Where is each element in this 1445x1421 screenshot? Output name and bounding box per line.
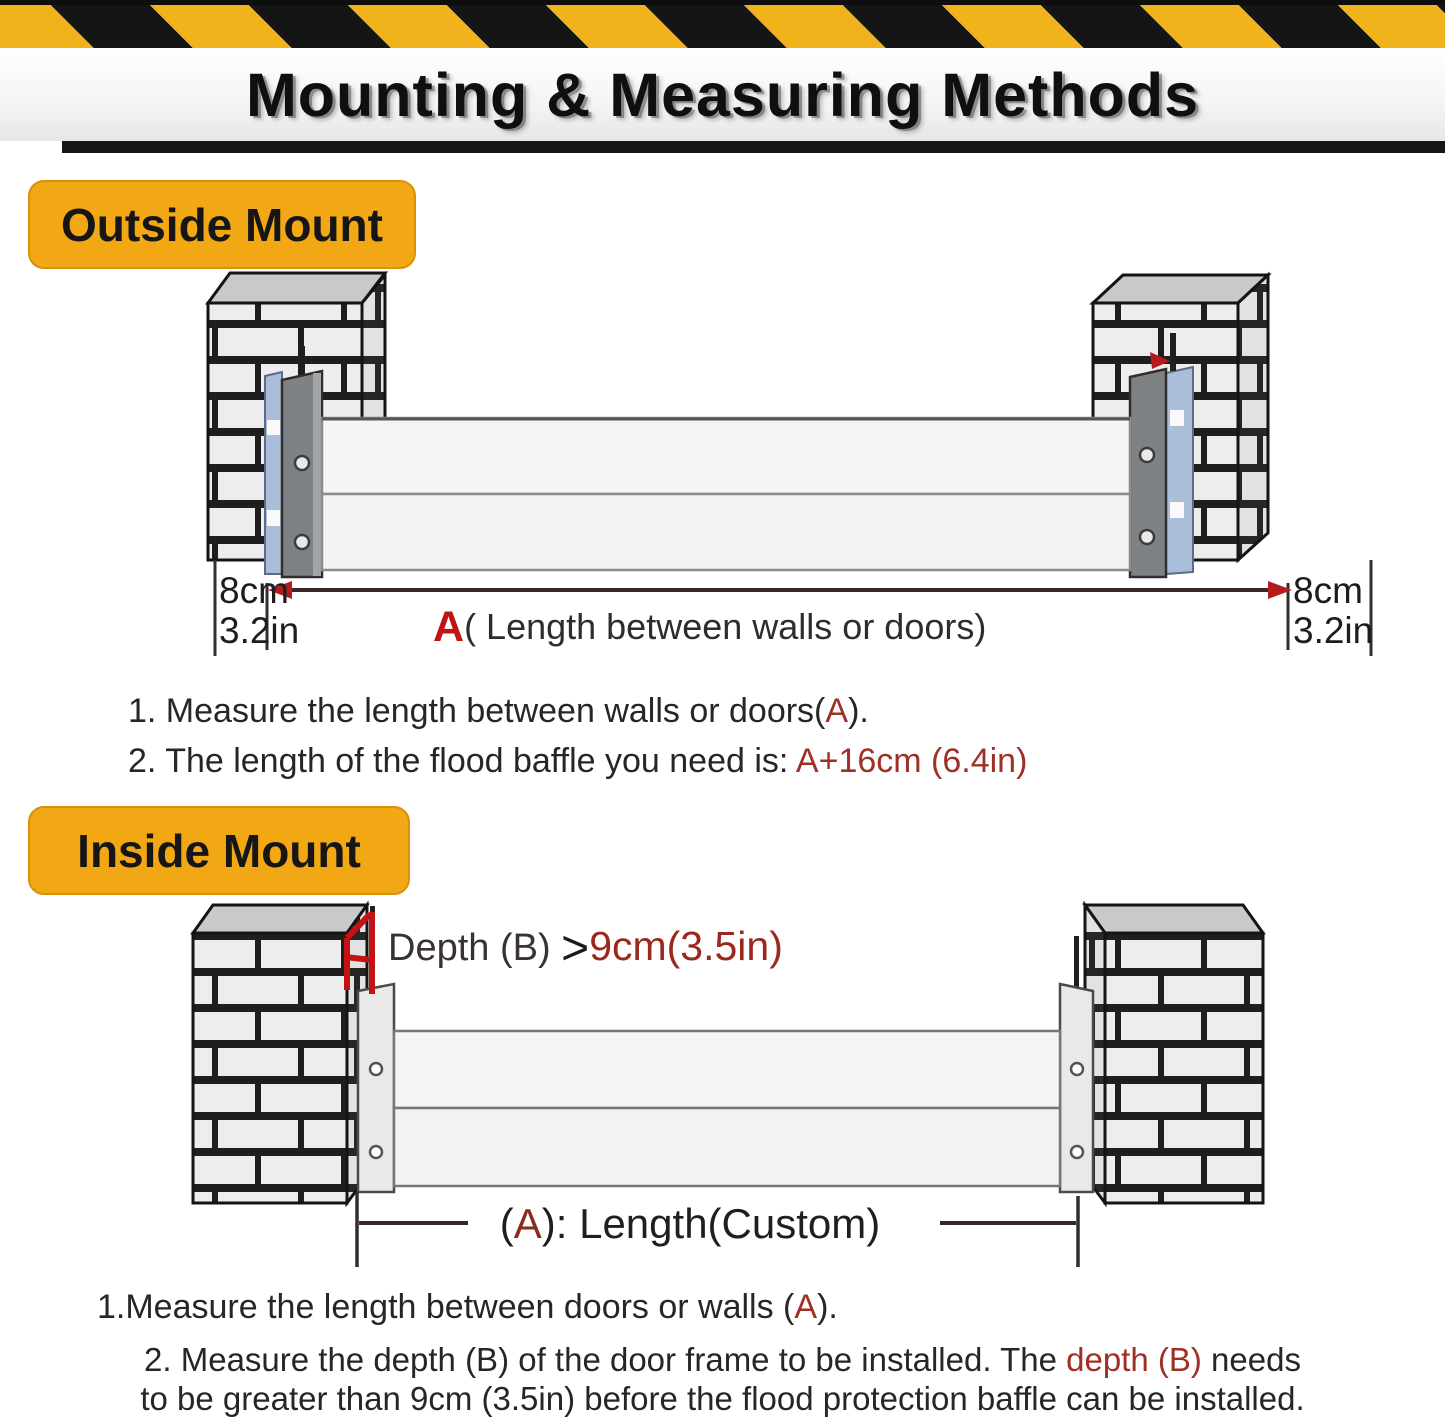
offset-imperial: 3.2in: [219, 610, 300, 651]
step-text: 1. Measure the length between walls or doors(: [128, 692, 826, 730]
inside-step-2: [0, 1340, 1445, 1418]
depth-label: [388, 921, 783, 976]
greater-than-sign: >: [561, 922, 590, 975]
dimension-arrow: [268, 581, 1292, 599]
step-highlight: A: [825, 692, 849, 730]
right-pin: [1074, 936, 1079, 988]
outside-span-label: [433, 603, 986, 652]
inside-right-pillar: [1085, 905, 1263, 1203]
outside-step-2: [128, 742, 1027, 781]
step-highlight: depth (B): [1066, 1341, 1202, 1378]
step-line2: to be greater than 9cm (3.5in) before the flood protection baffle can be installed.: [140, 1380, 1305, 1417]
inside-flood-barrier: [394, 1031, 1060, 1186]
outside-left-rail: [265, 346, 322, 577]
outside-mount-diagram: [208, 273, 1374, 656]
step-text: 1.Measure the length between doors or walls (: [97, 1288, 795, 1326]
page-title: Mounting & Measuring Methods: [245, 60, 1200, 129]
inside-left-channel: [358, 984, 394, 1192]
step-text: 2. Measure the depth (B) of the door frame to be installed. The: [144, 1341, 1067, 1378]
paren-open: (: [499, 1200, 514, 1247]
step-text: 2. The length of the flood baffle you need is:: [128, 742, 796, 780]
length-desc: ( Length between walls or doors): [464, 606, 987, 647]
inside-right-channel: [1060, 984, 1093, 1192]
step-tail: needs: [1201, 1341, 1301, 1378]
outside-mount-badge: [28, 180, 416, 269]
inside-mount-badge-label: Inside Mount: [77, 824, 361, 877]
step-highlight: A: [794, 1288, 818, 1326]
offset-metric: 8cm: [219, 570, 289, 611]
offset-metric: 8cm: [1293, 570, 1363, 611]
outside-left-offset-label: [219, 571, 299, 651]
length-variable: A: [433, 603, 465, 651]
outside-mount-badge-label: Outside Mount: [61, 198, 383, 251]
length-variable: A: [513, 1200, 542, 1247]
depth-value: 9cm(3.5in): [589, 923, 783, 969]
inside-left-pillar: [193, 905, 367, 1203]
step-tail: ).: [817, 1288, 838, 1326]
inside-step-1: [97, 1288, 838, 1327]
outside-right-offset-label: [1293, 571, 1373, 651]
outside-flood-barrier: [322, 418, 1130, 570]
offset-imperial: 3.2in: [1293, 610, 1374, 651]
inside-span-label: [430, 1200, 950, 1248]
length-desc: ): Length(Custom): [541, 1200, 881, 1247]
outside-step-1: [128, 692, 869, 731]
step-tail: ).: [848, 692, 869, 730]
depth-text: Depth (B): [388, 927, 562, 969]
step-highlight: A+16cm (6.4in): [795, 742, 1028, 780]
inside-mount-badge: [28, 806, 410, 895]
